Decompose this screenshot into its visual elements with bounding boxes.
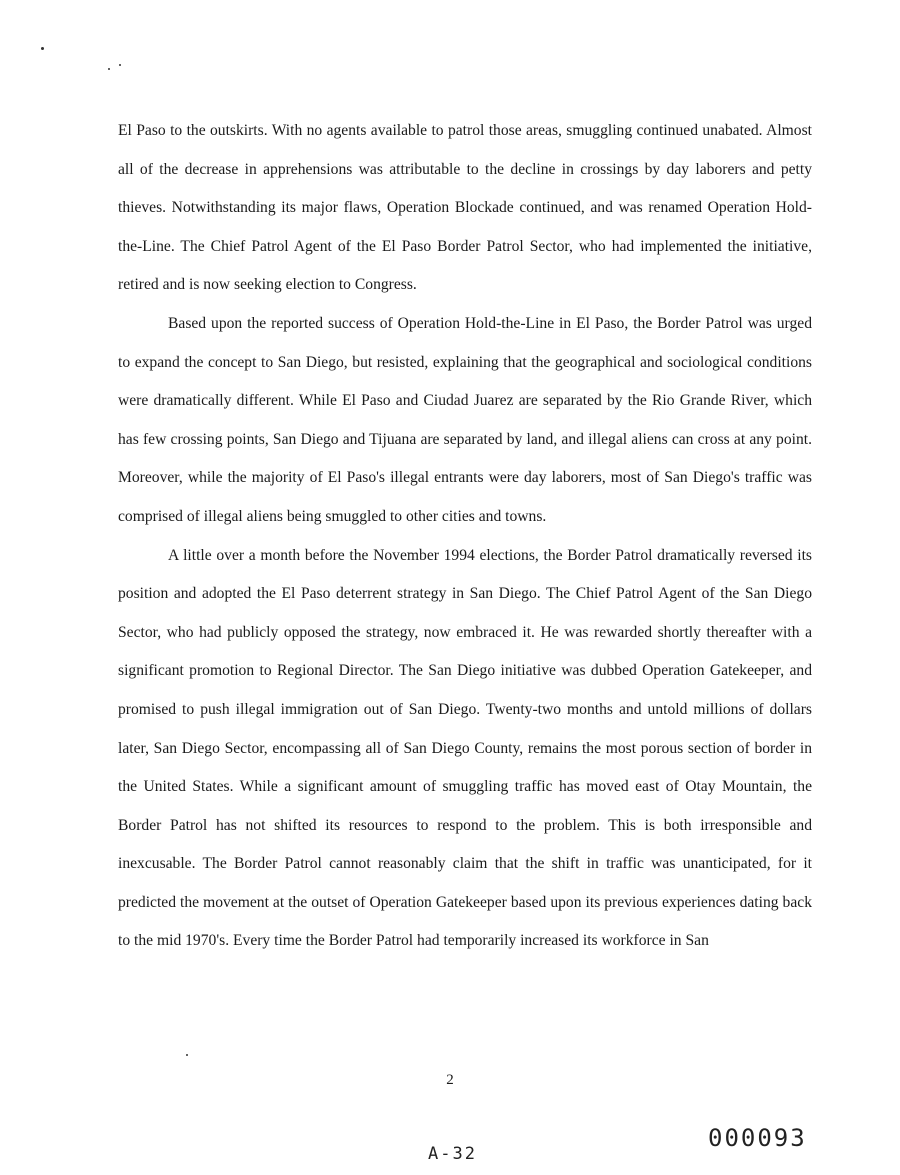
scan-speck (108, 68, 110, 70)
document-body (118, 112, 812, 961)
scan-speck (186, 1054, 188, 1056)
bates-number: 000093 (708, 1124, 807, 1152)
scan-speck (41, 47, 44, 50)
scan-speck (119, 64, 121, 66)
page-number: 2 (446, 1072, 454, 1088)
exhibit-number: A-32 (428, 1144, 477, 1164)
body-paragraph: El Paso to the outskirts. With no agents available to patrol those areas, smuggling continued unabated. Almost all of the decrease in apprehensions was attributable to the decline in crossings by day laborers and petty thieves. Notwithstanding its major flaws, Operation Blockade continued, and was renamed Operation Hold-the-Line. The Chief Patrol Agent of the El Paso Border Patrol Sector, who had implemented the initiative, retired and is now seeking election to Congress. (118, 122, 812, 294)
body-paragraph: Based upon the reported success of Operation Hold-the-Line in El Paso, the Border Patrol was urged to expand the concept to San Diego, but resisted, explaining that the geographical and sociological conditions were dramatically different. While El Paso and Ciudad Juarez are separated by the Rio Grande River, which has few crossing points, San Diego and Tijuana are separated by land, and illegal aliens can cross at any point. Moreover, while the majority of El Paso's illegal entrants were day laborers, most of San Diego's traffic was comprised of illegal aliens being smuggled to other cities and towns. (118, 314, 812, 525)
body-paragraph: A little over a month before the November 1994 elections, the Border Patrol dramatically reversed its position and adopted the El Paso deterrent strategy in San Diego. The Chief Patrol Agent of the San Diego Sector, who had publicly opposed the strategy, now embraced it. He was rewarded shortly thereafter with a significant promotion to Regional Director. The San Diego initiative was dubbed Operation Gatekeeper, and promised to push illegal immigration out of San Diego. Twenty-two months and untold millions of dollars later, San Diego Sector, encompassing all of San Diego County, remains the most porous section of border in the United States. While a significant amount of smuggling traffic has moved east of Otay Mountain, the Border Patrol has not shifted its resources to respond to the problem. This is both irresponsible and inexcusable. The Border Patrol cannot reasonably claim that the shift in traffic was unanticipated, for it predicted the movement at the outset of Operation Gatekeeper based upon its previous experiences dating back to the mid 1970's. Every time the Border Patrol had temporarily increased its workforce in San (118, 546, 812, 950)
